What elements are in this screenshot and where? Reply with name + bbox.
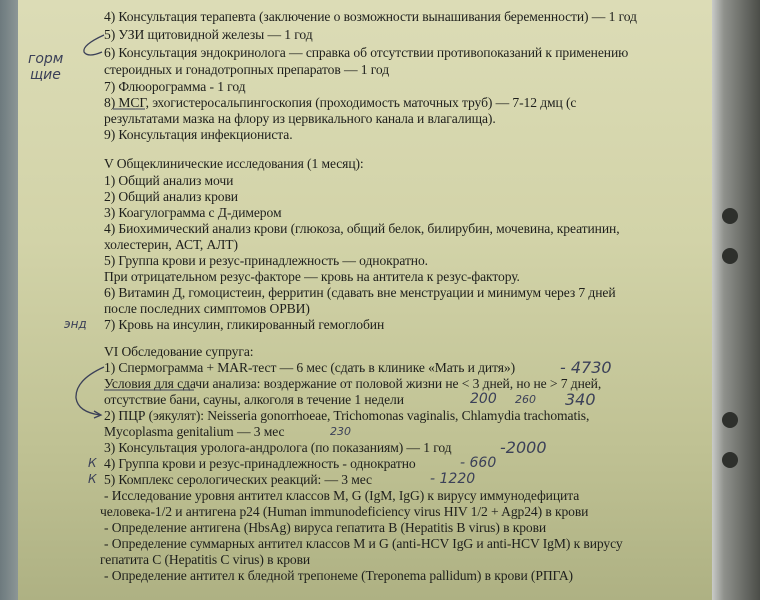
text-line: холестерин, АСТ, АЛТ) — [104, 237, 238, 252]
text-line: 2) ПЦР (эякулят): Neisseria gonorrhoeae, Trichomonas vaginalis, Chlamydia trachomatis, — [104, 408, 590, 423]
text-line: Mycoplasma genitalium — 3 мес — [104, 424, 285, 439]
text-line: 5) УЗИ щитовидной железы — 1 год — [104, 27, 313, 42]
text-line: 4) Биохимический анализ крови (глюкоза, общий белок, билирубин, мочевина, креатинин, — [104, 221, 620, 236]
text-line: 4) Группа крови и резус-принадлежность - однократно — [104, 456, 416, 471]
text-line: 7) Кровь на инсулин, гликированный гемоглобин — [104, 317, 385, 332]
text-line: 5) Группа крови и резус-принадлежность — однократно. — [104, 253, 428, 268]
text-line: 8) МСГ, эхогистеросальпингоскопия (проходимость маточных труб) — 7-12 дмц (с — [104, 95, 577, 110]
handwritten-price: 200 — [470, 391, 497, 407]
text-line: 5) Комплекс серологических реакций: — 3 мес — [104, 472, 372, 487]
section-heading: V Общеклинические исследования (1 месяц): — [104, 156, 364, 171]
text-line: 2) Общий анализ крови — [104, 189, 238, 204]
text-line: 7) Флюорограмма - 1 год — [104, 79, 246, 94]
text-line: 3) Коагулограмма с Д-димером — [104, 205, 282, 220]
handwritten-note: щие — [30, 67, 61, 83]
text-line: 1) Общий анализ мочи — [104, 173, 234, 188]
text-line: При отрицательном резус-факторе — кровь на антитела к резус-фактору. — [104, 269, 520, 284]
text-line: человека-1/2 и антигена p24 (Human immunodeficiency virus HIV 1/2 + Agp24) в крови — [100, 504, 589, 519]
text-line: гепатита C (Hepatitis C virus) в крови — [100, 552, 311, 567]
arrow-icon — [76, 367, 104, 415]
text-line: 6) Витамин Д, гомоцистеин, ферритин (сдавать вне менструации и минимум через 7 дней — [104, 285, 616, 300]
text-line: результатами мазка на флору из цервикального канала и влагалища). — [104, 111, 496, 126]
handwritten-price: 340 — [565, 390, 596, 409]
text-line: 9) Консультация инфекциониста. — [104, 127, 293, 142]
text-line: 3) Консультация уролога-андролога (по показаниям) — 1 год — [104, 440, 452, 455]
handwritten-mark: К — [88, 472, 97, 486]
handwritten-price: - 4730 — [560, 358, 612, 377]
section-heading: VI Обследование супруга: — [104, 344, 254, 359]
handwritten-price: 230 — [330, 425, 351, 438]
handwritten-price: 260 — [515, 393, 536, 406]
handwritten-note: энд — [64, 317, 87, 331]
text-line: - Определение антител к бледной трепонеме (Treponema pallidum) в крови (РПГА) — [104, 568, 573, 583]
text-line: отсутствие бани, сауны, алкоголя в течение 1 недели — [104, 392, 404, 407]
text-line: стероидных и гонадотропных препаратов — 1 год — [104, 62, 390, 77]
handwritten-price: - 660 — [460, 455, 497, 471]
handwritten-note: горм — [28, 51, 64, 67]
text-line: 1) Спермограмма + MAR-тест — 6 мес (сдать в клинике «Мать и дитя») — [104, 360, 516, 375]
handwritten-price: -2000 — [500, 438, 547, 457]
handwritten-price: - 1220 — [430, 471, 476, 487]
text-line: - Определение суммарных антител классов M и G (anti-HCV IgG и anti-HCV IgM) к вирусу — [104, 536, 623, 551]
handwritten-mark: К — [88, 456, 97, 470]
text-line: 4) Консультация терапевта (заключение о возможности вынашивания беременности) — 1 год — [104, 9, 637, 24]
text-line: Условия для сдачи анализа: воздержание от половой жизни не < 3 дней, но не > 7 дней, — [104, 376, 602, 391]
arrow-icon — [84, 35, 104, 55]
text-line: - Определение антигена (HbsAg) вируса гепатита B (Hepatitis B virus) в крови — [104, 520, 547, 535]
text-line: - Исследование уровня антител классов M, G (IgM, IgG) к вирусу иммунодефицита — [104, 488, 580, 503]
text-line: 6) Консультация эндокринолога — справка об отсутствии противопоказаний к применению — [104, 45, 629, 60]
text-line: после последних симптомов ОРВИ) — [104, 301, 310, 316]
